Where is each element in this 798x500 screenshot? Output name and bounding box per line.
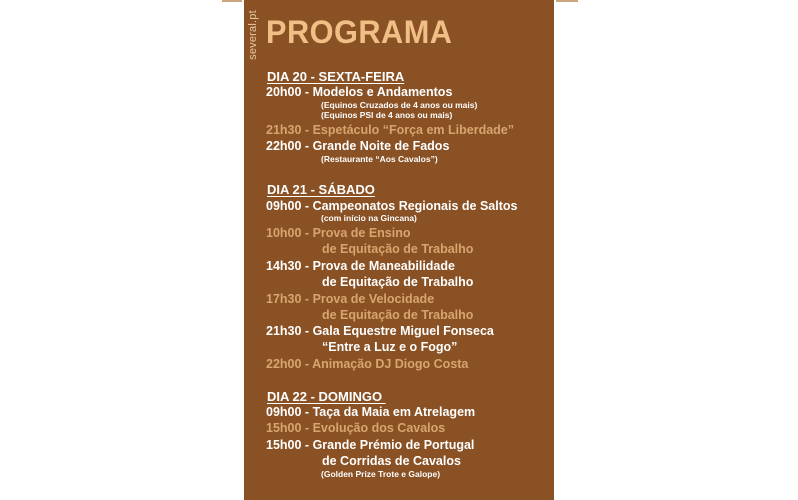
event-time: 21h30 [266, 324, 302, 338]
event-day21-5 [266, 324, 494, 338]
event-title: Prova de Ensino [312, 226, 411, 240]
event-separator: - [301, 139, 313, 153]
event-title: Prova de Velocidade [312, 292, 435, 306]
event-day22-1 [266, 405, 475, 419]
event-separator: - [301, 438, 313, 452]
event-day20-2 [266, 123, 514, 137]
event-title: Modelos e Andamentos [312, 85, 453, 99]
event-day21-6 [266, 357, 468, 371]
event-day20-3 [266, 139, 449, 153]
event-title: Grande Noite de Fados [312, 139, 450, 153]
event-separator: - [301, 259, 313, 273]
event-day21-1 [266, 199, 517, 213]
event-time: 10h00 [266, 226, 302, 240]
event-time: 15h00 [266, 438, 302, 452]
event-time: 21h30 [266, 123, 302, 137]
event-note: (Equinos Cruzados de 4 anos ou mais) [321, 100, 478, 110]
event-continuation: “Entre a Luz e o Fogo” [322, 340, 458, 354]
event-time: 09h00 [266, 405, 302, 419]
event-title: Grande Prémio de Portugal [312, 438, 475, 452]
event-title: Campeonatos Regionais de Saltos [312, 199, 518, 213]
event-day20-1 [266, 85, 452, 99]
page-title: PROGRAMA [266, 14, 453, 50]
event-day22-3 [266, 438, 474, 452]
event-continuation: de Corridas de Cavalos [322, 454, 461, 468]
event-separator: - [301, 421, 313, 435]
event-day21-2 [266, 226, 411, 240]
event-time: 17h30 [266, 292, 302, 306]
event-continuation: de Equitação de Trabalho [322, 308, 474, 322]
day-heading-20: DIA 20 - SEXTA-FEIRA [267, 69, 405, 84]
event-day22-2 [266, 421, 445, 435]
event-separator: - [301, 123, 313, 137]
event-time: 09h00 [266, 199, 302, 213]
event-time: 15h00 [266, 421, 302, 435]
event-continuation: de Equitação de Trabalho [322, 242, 474, 256]
event-separator: - [301, 357, 313, 371]
event-title: Animação DJ Diogo Costa [312, 357, 469, 371]
event-note: (Golden Prize Trote e Galope) [321, 469, 441, 479]
event-title: Gala Equestre Miguel Fonseca [312, 324, 494, 338]
watermark [244, 4, 262, 66]
event-title: Prova de Maneabilidade [312, 259, 455, 273]
event-title: Espetáculo “Força em Liberdade” [312, 123, 515, 137]
event-separator: - [301, 324, 313, 338]
event-separator: - [301, 292, 313, 306]
event-day21-4 [266, 292, 434, 306]
event-separator: - [301, 85, 313, 99]
top-rule-right [556, 0, 578, 2]
day-heading-21: DIA 21 - SÁBADO [267, 182, 375, 197]
event-time: 22h00 [266, 139, 302, 153]
event-separator: - [301, 226, 313, 240]
event-time: 22h00 [266, 357, 302, 371]
top-rule-left [222, 0, 242, 2]
event-separator: - [301, 199, 313, 213]
event-continuation: de Equitação de Trabalho [322, 275, 474, 289]
event-time: 20h00 [266, 85, 302, 99]
day-heading-22: DIA 22 - DOMINGO [267, 389, 386, 404]
event-day21-3 [266, 259, 455, 273]
event-note: (com início na Gincana) [321, 213, 417, 223]
event-separator: - [301, 405, 313, 419]
event-title: Taça da Maia em Atrelagem [312, 405, 476, 419]
event-title: Evolução dos Cavalos [312, 421, 446, 435]
watermark-text: several.pt [247, 10, 259, 60]
event-note: (Restaurante “Aos Cavalos”) [321, 154, 438, 164]
event-note: (Equinos PSI de 4 anos ou mais) [321, 110, 453, 120]
event-time: 14h30 [266, 259, 302, 273]
